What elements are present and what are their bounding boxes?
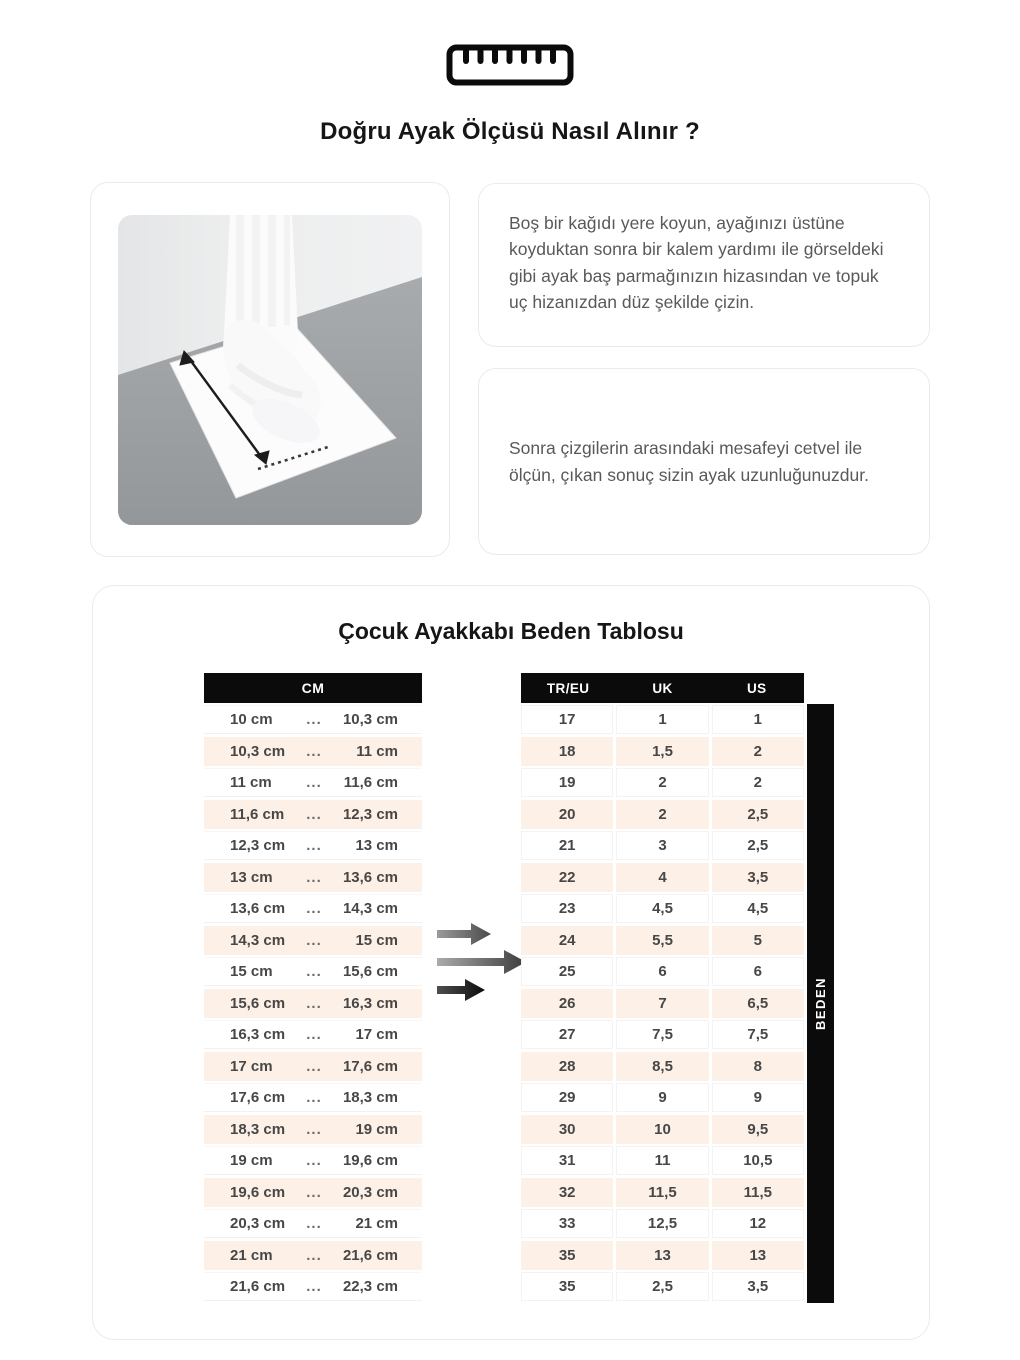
table-cell: 12,5 [616,1209,708,1238]
table-cell: 14,3 cm [230,931,286,949]
table-row [521,1241,804,1270]
table-cell: 9 [616,1083,708,1112]
table-cell: 7,5 [616,1020,708,1049]
table-cell: 15,6 cm [342,963,398,980]
foot-on-paper-photo [118,215,422,525]
table-cell: 2,5 [616,1272,708,1301]
table-row [204,957,422,986]
table-row [521,1146,804,1175]
table-cell: ... [306,1183,322,1201]
table-cell: 6,5 [712,989,804,1018]
instruction-step-1 [478,183,930,347]
table-cell: 13,6 cm [342,868,398,886]
table-row [521,768,804,797]
table-cell: 9 [712,1083,804,1112]
table-row [204,989,422,1018]
page-title: Doğru Ayak Ölçüsü Nasıl Alınır ? [320,118,700,145]
table-cell: 35 [521,1241,613,1270]
table-cell: 2 [616,768,708,797]
table-cell: 14,3 cm [342,900,398,917]
size-table-card [92,585,930,1340]
table-row [521,863,804,892]
table-cell: 2 [616,800,708,829]
table-row [521,1020,804,1049]
table-cell: 12 [712,1209,804,1238]
table-cell: 5 [712,926,804,955]
table-row [521,894,804,923]
table-row [204,1178,422,1207]
beden-side-label: BEDEN [807,704,834,1303]
column-header-us: US [747,680,767,696]
table-cell: 4,5 [616,894,708,923]
table-cell: 22,3 cm [342,1278,398,1295]
table-row [521,1052,804,1081]
table-row [204,1052,422,1081]
table-cell: ... [306,837,322,854]
table-cell: 10 cm [230,711,273,728]
table-row [204,1083,422,1112]
table-cell: 15,6 cm [230,994,286,1012]
table-cell: 11,6 cm [343,774,398,791]
table-cell: 21,6 cm [230,1278,286,1295]
table-row [204,1272,422,1301]
table-cell: 23 [521,894,613,923]
instruction-step-2-text: Sonra çizgilerin arasındaki mesafeyi cetvel ile ölçün, çıkan sonuç sizin ayak uzunluğunuzdur. [509,438,869,485]
table-cell: 10,5 [712,1146,804,1175]
table-cell: 2 [712,737,804,766]
size-conversion-table [521,673,804,1304]
table-row [521,1209,804,1238]
table-cell: ... [306,868,322,886]
table-cell: ... [306,931,322,949]
table-cell: 17,6 cm [342,1057,398,1075]
table-cell: 19,6 cm [230,1183,286,1201]
table-cell: 6 [712,957,804,986]
table-cell: 31 [521,1146,613,1175]
table-cell: ... [306,1246,322,1264]
column-header-uk: UK [652,680,673,696]
table-row [521,1272,804,1301]
table-cell: 29 [521,1083,613,1112]
table-cell: 24 [521,926,613,955]
table-row [521,1178,804,1207]
table-cell: ... [306,805,322,823]
cm-range-table [204,673,422,1304]
table-cell: 11,5 [712,1178,804,1207]
table-cell: 10,3 cm [230,742,286,760]
table-row [521,831,804,860]
instruction-step-1-text: Boş bir kağıdı yere koyun, ayağınızı üstüne koyduktan sonra bir kalem yardımı ile görseldeki gibi ayak baş parmağınızın hizasından ve topuk uç hizanızdan düz şekilde çizin. [509,213,884,312]
table-cell: 17 [521,705,613,734]
table-row [204,926,422,955]
table-row [204,1146,422,1175]
table-row [204,831,422,860]
table-cell: 12,3 cm [230,837,286,854]
table-cell: 13 [616,1241,708,1270]
table-cell: 2,5 [712,831,804,860]
table-cell: ... [306,900,322,917]
table-cell: 17,6 cm [230,1089,286,1106]
table-cell: 16,3 cm [342,994,398,1012]
column-header-treu: TR/EU [546,680,590,696]
table-cell: ... [306,711,322,728]
table-cell: 22 [521,863,613,892]
table-cell: 19 [521,768,613,797]
table-cell: 32 [521,1178,613,1207]
table-cell: 11,5 [616,1178,708,1207]
table-cell: 2,5 [712,800,804,829]
table-cell: 19 cm [230,1152,273,1169]
size-table-header-row [521,673,804,703]
table-row [204,705,422,734]
table-cell: 2 [712,768,804,797]
table-cell: 11,6 cm [230,805,285,823]
size-table-title: Çocuk Ayakkabı Beden Tablosu [338,618,684,644]
foot-measure-photo-card [90,182,450,557]
table-cell: 4,5 [712,894,804,923]
table-cell: 11 cm [230,774,272,791]
table-row [521,705,804,734]
table-cell: ... [306,1278,322,1295]
table-cell: 3,5 [712,863,804,892]
table-cell: ... [306,742,322,760]
table-cell: 28 [521,1052,613,1081]
table-cell: 25 [521,957,613,986]
table-cell: ... [306,1215,322,1232]
table-row [204,894,422,923]
table-cell: ... [306,774,322,791]
table-cell: 20,3 cm [342,1183,398,1201]
table-cell: 27 [521,1020,613,1049]
table-row [521,1115,804,1144]
table-cell: 21,6 cm [342,1246,398,1264]
table-cell: 5,5 [616,926,708,955]
table-cell: 26 [521,989,613,1018]
table-cell: ... [306,1089,322,1106]
table-row [204,1241,422,1270]
table-cell: 13,6 cm [230,900,286,917]
table-cell: ... [306,963,322,980]
table-cell: 4 [616,863,708,892]
table-cell: 20 [521,800,613,829]
table-cell: 15 cm [355,931,398,949]
table-row [521,989,804,1018]
table-cell: 19,6 cm [342,1152,398,1169]
table-cell: 21 cm [230,1246,273,1264]
table-cell: ... [306,1152,322,1169]
instruction-step-2 [478,368,930,555]
table-cell: 13 cm [355,837,398,854]
size-table-body [521,705,804,1301]
table-cell: 16,3 cm [230,1026,286,1043]
table-cell: 18 [521,737,613,766]
table-row [204,800,422,829]
table-row [204,768,422,797]
table-cell: 10,3 cm [342,711,398,728]
table-row [521,737,804,766]
table-cell: 7,5 [712,1020,804,1049]
table-cell: 33 [521,1209,613,1238]
table-cell: 1 [616,705,708,734]
table-cell: 7 [616,989,708,1018]
table-cell: 8 [712,1052,804,1081]
table-cell: 12,3 cm [342,805,398,823]
transfer-arrows-icon [434,916,530,1008]
table-row [521,957,804,986]
table-cell: 3,5 [712,1272,804,1301]
table-cell: 18,3 cm [342,1089,398,1106]
cm-table-header: CM [204,673,422,703]
table-cell: ... [306,1057,322,1075]
ruler-icon [0,44,1020,86]
table-cell: 21 [521,831,613,860]
table-cell: 30 [521,1115,613,1144]
table-cell: ... [306,1120,322,1138]
table-cell: 6 [616,957,708,986]
table-cell: 21 cm [355,1215,398,1232]
table-cell: 10 [616,1115,708,1144]
table-cell: 17 cm [230,1057,273,1075]
table-cell: 9,5 [712,1115,804,1144]
table-row [521,926,804,955]
table-row [204,863,422,892]
table-cell: 13 [712,1241,804,1270]
table-row [204,1115,422,1144]
table-cell: ... [306,1026,322,1043]
table-cell: ... [306,994,322,1012]
table-cell: 1 [712,705,804,734]
table-cell: 35 [521,1272,613,1301]
cm-table-body [204,705,422,1301]
table-cell: 18,3 cm [230,1120,286,1138]
table-cell: 8,5 [616,1052,708,1081]
table-cell: 20,3 cm [230,1215,286,1232]
table-cell: 13 cm [230,868,273,886]
table-cell: 1,5 [616,737,708,766]
table-row [521,1083,804,1112]
table-row [204,1020,422,1049]
table-cell: 3 [616,831,708,860]
table-row [204,737,422,766]
table-cell: 11 [616,1146,708,1175]
table-cell: 17 cm [355,1026,398,1043]
table-cell: 19 cm [355,1120,398,1138]
table-row [521,800,804,829]
table-cell: 15 cm [230,963,273,980]
table-cell: 11 cm [356,742,398,760]
table-row [204,1209,422,1238]
